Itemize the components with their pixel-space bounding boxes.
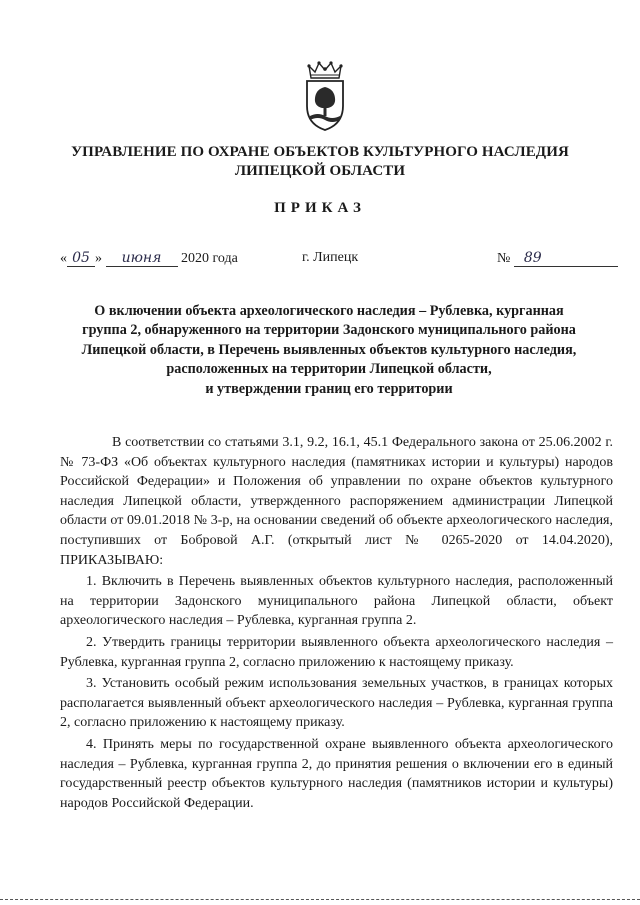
order-body [60, 433, 613, 813]
order-item-1: 1. Включить в Перечень выявленных объектов культурного наследия, расположенный на территории Задонского муниципального района Липецкой области, объект археологического наследия – Рублевка, курганная группа 2. [60, 574, 613, 629]
title-line: и утверждении границ его территории [205, 380, 453, 397]
agency-name [40, 143, 600, 181]
agency-name-line-1: УПРАВЛЕНИЕ ПО ОХРАНЕ ОБЪЕКТОВ КУЛЬТУРНОГО НАСЛЕДИЯ [71, 144, 569, 160]
date-year: 2020 года [181, 251, 238, 266]
agency-name-line-2: ЛИПЕЦКОЙ ОБЛАСТИ [234, 163, 406, 179]
order-number-label: № [497, 251, 511, 266]
order-number-handwritten: 89 [514, 250, 618, 267]
coat-of-arms-icon [302, 60, 348, 132]
document-type-title: ПРИКАЗ [274, 200, 366, 216]
preamble-paragraph: В соответствии со статьями 3.1, 9.2, 16.1, 45.1 Федерального закона от 25.06.2002 г. № 73-ФЗ «Об объектах культурного наследия (памятниках истории и культуры) народов Российской Федерации» и Положения об управлении по охране объектов культурного наследия Липецкой области, утвержденного распоряжением администрации Липецкой области от 09.01.2018 № 3-р, на основании сведений об объекте археологического наследия, поступивших от Бобровой А.Г. (открытый лист № 0265-2020 от 14.04.2020), ПРИКАЗЫВАЮ: [60, 435, 613, 568]
date-quote-close: » [95, 251, 102, 266]
order-number [497, 250, 618, 267]
title-line: Липецкой области, в Перечень выявленных объектов культурного наследия, [81, 341, 577, 358]
date-month-handwritten: июня [106, 250, 178, 267]
order-meta-row [0, 250, 640, 272]
order-date [60, 250, 238, 267]
order-item-3: 3. Установить особый режим использования земельных участков, в границах которых располагается выявленный объект археологического наследия – Рублевка, курганная группа 2, согласно приложению к настоящему приказу. [60, 676, 613, 731]
title-line: расположенных на территории Липецкой области, [166, 361, 492, 378]
order-subject-title [64, 302, 594, 399]
date-quote-open: « [60, 251, 67, 266]
title-line: О включении объекта археологического наследия – Рублевка, курганная [94, 303, 564, 319]
order-item-4: 4. Принять меры по государственной охране выявленного объекта археологического наследия – Рублевка, курганная группа 2, до принятия решения о включении его в единый государственный реестр объектов культурного наследия (памятников истории и культуры) народов Российской Федерации. [60, 736, 613, 811]
order-item-2: 2. Утвердить границы территории выявленного объекта археологического наследия – Рублевка, курганная группа 2, согласно приложению к настоящему приказу. [60, 634, 613, 670]
date-day-handwritten: 05 [67, 250, 95, 267]
order-city: г. Липецк [302, 250, 359, 265]
page-bottom-rule [0, 899, 640, 900]
title-line: группа 2, обнаруженного на территории Задонского муниципального района [82, 322, 576, 339]
